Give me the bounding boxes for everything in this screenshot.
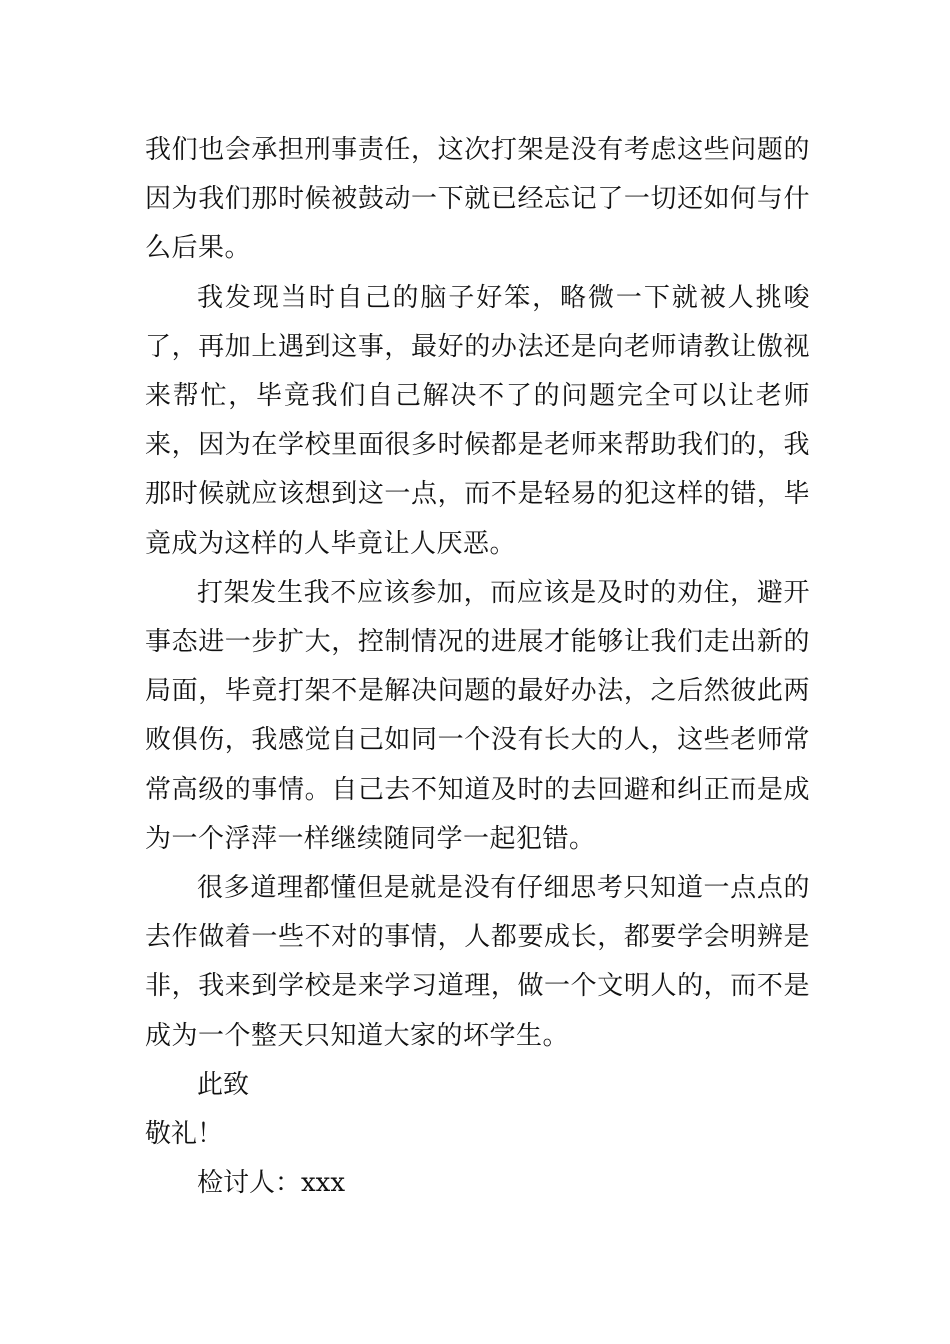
paragraph-1: 我们也会承担刑事责任，这次打架是没有考虑这些问题的因为我们那时候被鼓动一下就已经忘记了一切还如何与什么后果。 [145, 135, 810, 264]
letter-body [145, 126, 810, 1208]
paragraph-2: 我发现当时自己的脑子好笨，略微一下就被人挑唆了，再加上遇到这事，最好的办法还是向老师请教让傲视来帮忙，毕竟我们自己解决不了的问题完全可以让老师来，因为在学校里面很多时候都是老师来帮助我们的，我那时候就应该想到这一点，而不是轻易的犯这样的错，毕竟成为这样的人毕竟让人厌恶。 [145, 282, 810, 559]
paragraph-3: 打架发生我不应该参加，而应该是及时的劝住，避开事态进一步扩大，控制情况的进展才能够让我们走出新的局面，毕竟打架不是解决问题的最好办法，之后然彼此两败俱伤，我感觉自己如同一个没有长大的人，这些老师常常高级的事情。自己去不知道及时的去回避和纠正而是成为一个浮萍一样继续随同学一起犯错。 [145, 577, 810, 854]
signature-line: 检讨人：xxx [197, 1168, 345, 1199]
paragraph-4: 很多道理都懂但是就是没有仔细思考只知道一点点的去作做着一些不对的事情，人都要成长，都要学会明辨是非，我来到学校是来学习道理，做一个文明人的，而不是成为一个整天只知道大家的坏学生。 [145, 873, 810, 1051]
closing-line: 此致 [197, 1069, 250, 1100]
salutation-line: 敬礼！ [145, 1119, 224, 1150]
